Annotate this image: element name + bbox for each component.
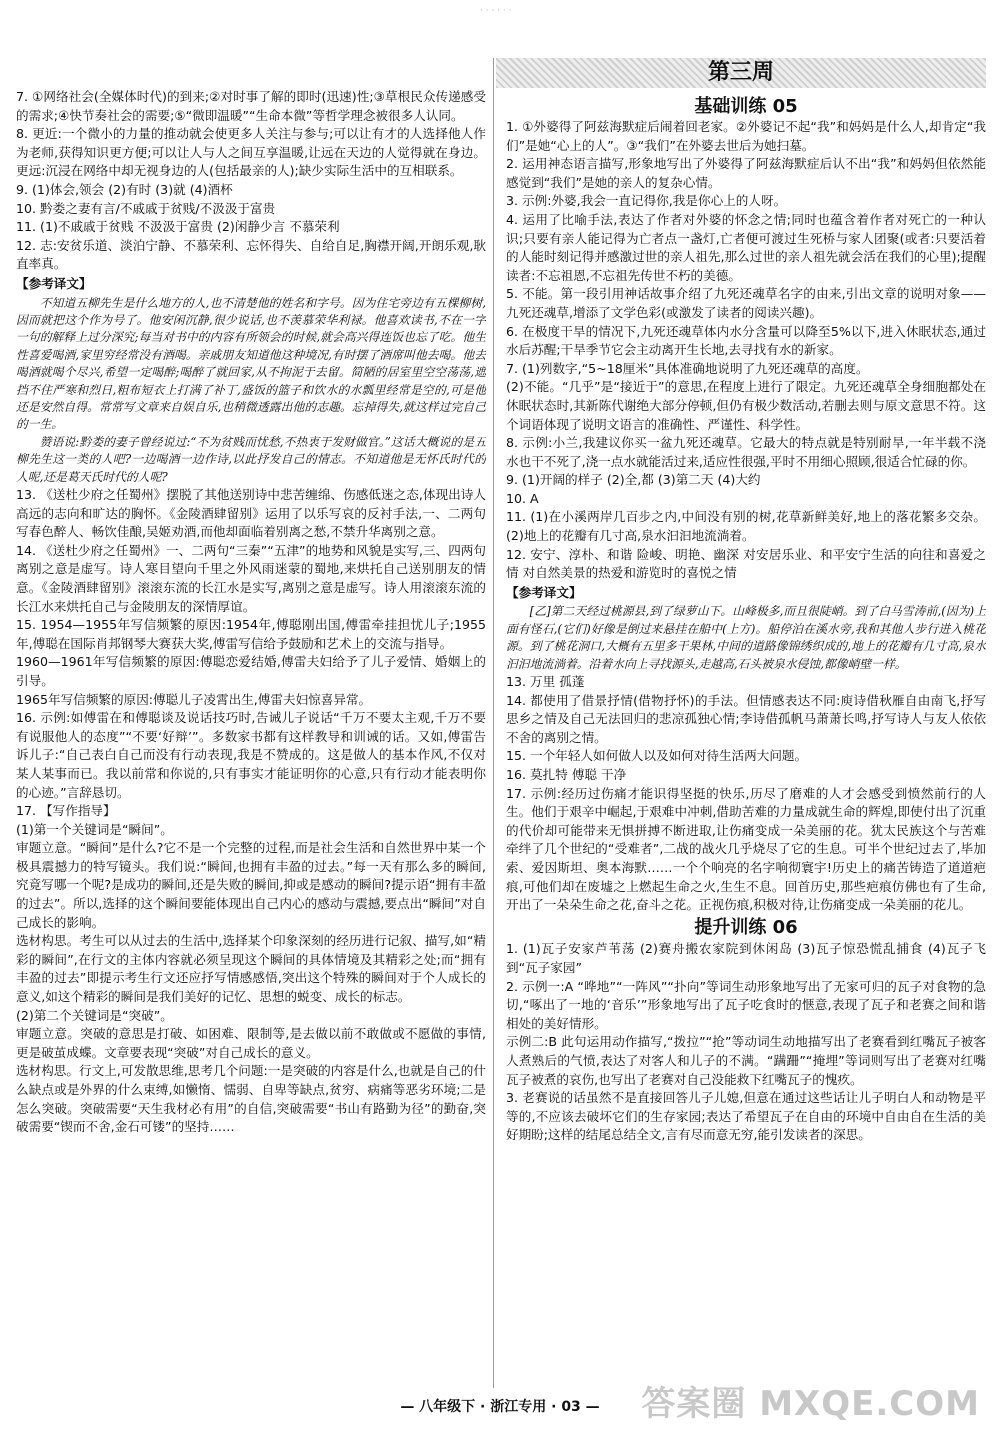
answer-item: 审题立意。“瞬间”是什么?它不是一个完整的过程,而是社会生活和自然世界中某一个极具震撼力的特写镜头。我们说:“瞬间,也拥有丰盈的过去。”每一天有那么多的瞬间,究竟写哪一个呢?是成功的瞬间,还是失败的瞬间,抑或是感动的瞬间?提示语“拥有丰盈的过去”。所以,选择的这个瞬间要能体现出自己内心的感动与震撼,要点出“瞬间”对自己成长的影响。 [16,840,486,930]
reference-translation-tag: 【参考译文】 [506,584,582,600]
column-divider [493,58,494,1388]
answer-item: 15. 一个年轻人如何做人以及如何对待生活两大问题。 [506,748,808,764]
week-title: 第三周 [707,60,774,85]
answer-item: 17. 【写作指导】 [16,803,116,819]
translation-paragraph: 不知道五柳先生是什么地方的人,也不清楚他的姓名和字号。因为住宅旁边有五棵柳树,因而就把这个作为号了。他安闲沉静,很少说话,也不羡慕荣华利禄。他喜欢读书,不在一字一句的解释上过分深究;每当对书中的内容有所领会的时候,就会高兴得连饭也忘了吃。他生性喜爱喝酒,家里穷经常没有酒喝。亲戚朋友知道他这种境况,有时摆了酒席叫他去喝。他去喝酒就喝个尽兴,希望一定喝醉;喝醉了就回家,从不拘泥于去留。简陋的居室里空空荡荡,遮挡不住严寒和烈日,粗布短衣上打满了补丁,盛饭的篮子和饮水的水瓢里经常是空的,可是他还是安然自得。常常写文章来自娱自乐,也稍微透露出他的志趣。忘掉得失,就这样过完自己的一生。 [16,295,486,432]
translation-paragraph: 赞语说:黔娄的妻子曾经说过:“不为贫贱而忧愁,不热衷于发财做官。”这话大概说的是五柳先生这一类的人吧?一边喝酒一边作诗,以此抒发自己的情志。不知道他是无怀氏时代的人呢,还是葛天氏时代的人呢? [16,434,486,484]
answer-item: 1960—1961年写信频繁的原因:傅聪恋爱结婚,傅雷夫妇给予了儿子爱情、婚姻上的引导。 [16,654,486,688]
reference-translation-tag: 【参考译文】 [16,275,92,291]
answer-item: 10. 黔娄之妻有言/不戚戚于贫贱/不汲汲于富贵 [16,200,276,216]
answer-item: 12. 志:安贫乐道、淡泊宁静、不慕荣利、忘怀得失、自给自足,胸襟开阔,开朗乐观,耿直率真。 [16,237,486,272]
left-column [16,88,486,1388]
answer-item: 选材构思。考生可以从过去的生活中,选择某个印象深刻的经历进行记叙、描写,如“精彩的瞬间”,在行文的主体内容就必须呈现这个瞬间的具体情境及其精彩之处;而“拥有丰盈的过去”即提示考生行文还应抒写情感感悟,突出这个特殊的瞬间对于个人成长的意义,如这个精彩的瞬间是我们美好的记忆、思想的蜕变、成长的标志。 [16,933,486,1005]
answer-item: 2. 示例一:A “哗地”“一阵风”“扑向”等词生动形象地写出了无家可归的瓦子对食物的急切,“啄出了一地的‘音乐’”形象地写出了瓦子吃食时的惬意,表现了瓦子和老赛之间和谐相处的美好情形。 [506,978,986,1031]
answer-item: 6. 在极度干旱的情况下,九死还魂草体内水分含量可以降至5%以下,进入休眠状态,通过水后苏醒;干旱季节它会主动离开生长地,去寻找有水的新家。 [506,323,986,358]
answer-item: 8. 示例:小兰,我建议你买一盆九死还魂草。它最大的特点就是特别耐旱,一年半载不浇水也干不死了,浇一点水就能活过来,适应性很强,平时不用细心照顾,很适合忙碌的你。 [506,435,986,469]
answer-item: 审题立意。突破的意思是打破、如困难、限制等,是去做以前不敢做或不愿做的事情,更是破茧成蝶。文章要表现“突破”对自己成长的意义。 [16,1026,486,1060]
answer-item: 示例二:B 此句运用动作描写,“拨拉”“抢”等动词生动地描写出了老赛看到红嘴瓦子被客人煮熟后的气愤,表达了对客人和儿子的不满。“蹒跚”“掩埋”等词则写出了老赛对红嘴瓦子被煮的哀伤,也写出了老赛对自己没能救下红嘴瓦子的愧疚。 [506,1034,986,1087]
right-column [506,118,986,1393]
section-heading-basic: 基础训练 05 [694,96,798,117]
section-heading: 提升训练 06 [694,916,798,938]
answer-item: 7. ①网络社会(全媒体时代)的到来;②对时事了解的即时(迅速)性;③草根民众传递感受的需求;④快节奏社会的需要;⑤“微即温暖”“生命本微”等哲学理念被很多人认同。 [16,89,486,123]
top-dots: · · · · · · [480,6,512,16]
answer-item: 7. (1)列数字,“5~18厘米”具体准确地说明了九死还魂草的高度。 [506,360,869,376]
answer-item: 14. 《送杜少府之任蜀州》一、二两句“三秦”“五津”的地势和风貌是实写,三、四两句离别之意是虚写。诗人寒目望向千里之外风雨迷蒙的蜀地,来烘托自己送别朋友的情意。《金陵酒肆留别》滚滚东流的长江水是实写,离别之意是虚写。诗人用滚滚东流的长江水来烘托自己与金陵朋友的深情厚谊。 [16,542,486,614]
answer-item: 11. (1)在小溪两岸几百步之内,中间没有别的树,花草新鲜美好,地上的落花繁多交杂。 (2)地上的花瓣有几寸高,泉水汩汩地流淌着。 [506,509,986,544]
watermark-logo: 答案圈 MXQE.COM [641,1384,980,1424]
answer-item: 10. A [506,490,539,506]
answer-item: 选材构思。行文上,可发散思维,思考几个问题:一是突破的内容是什么,也就是自己的什么缺点或是外界的什么束缚,如懒惰、懦弱、自卑等缺点,贫穷、病痛等恶劣环境;二是怎么突破。突破需要“天生我材必有用”的自信,突破需要“书山有路勤为径”的勤奋,突破需要“锲而不舍,金石可镂”的坚持…… [16,1063,486,1135]
answer-item: 13. 《送杜少府之任蜀州》摆脱了其他送别诗中悲苦缠绵、伤感低迷之态,体现出诗人高远的志向和旷达的胸怀。《金陵酒肆留别》运用了以乐写哀的反衬手法,一、二两句写春色醉人、畅饮佳酿,吴姬劝酒,而他却面临着别离之愁,不禁升华离别之意。 [16,487,486,540]
answer-item: 16. 示例:如傅雷在和傅聪谈及说话技巧时,告诫儿子说话“千万不要太主观,千万不要有说服他人的态度”“不要‘好辩’”。多数家书都有这样教导和训诫的话。又如,傅雷告诉儿子:“自己表白自己而没有行动表现,我是不赞成的。这是做人的基本作风,不仅对某人某事而已。我以前常和你说的,只有事实才能证明你的心意,只有行动才能表明你的心迹。”言辞恳切。 [16,710,486,800]
answer-item: 16. 莫扎特 傅聪 干净 [506,767,627,783]
translation-paragraph: [乙]第二天经过桃源县,到了绿萝山下。山峰极多,而且很陡峭。到了白马雪涛前,(因为)上面有怪石,(它们)好像是倒过来悬挂在船中(上方)。船停泊在溪水旁,我和其他人步行进入桃花源。到了桃花洞口,大概有五里多干果林,中间的道路像锦绣织成的,地上的花瓣有几寸高,泉水汩汩地流淌着。沿着水向上寻找源头,走越高,石头被泉水侵蚀,都像峭壁一样。 [506,604,986,671]
answer-item: 4. 运用了比喻手法,表达了作者对外婆的怀念之情;同时也蕴含着作者对死亡的一种认识;只要有亲人能记得为亡者点一盏灯,亡者便可渡过生死桥与家人团聚(或者:只要活着的人能时刻记得并感激过世的亲人祖先,那么过世的亲人祖先就会活在我们的心里);提醒读者:不忘祖恩,不忘祖先传世不朽的美德。 [506,211,986,283]
answer-item: 11. (1)不戚戚于贫贱 不汲汲于富贵 (2)闲静少言 不慕荣利 [16,219,340,235]
answer-item: 3. 示例:外婆,我会一直记得你,我是你心上的人呀。 [506,193,787,209]
answer-item: 3. 老赛说的话虽然不是直接回答儿子儿媳,但意在通过这些话让儿子明白人和动物是平等的,不应该去破坏它们的生存家园;表达了希望瓦子在自由的环境中自由自在生活的美好期盼;这样的结尾总结全文,言有尽而意无穷,能引发读者的深思。 [506,1090,986,1143]
answer-item: (1)第一个关键词是“瞬间”。 [16,821,173,837]
answer-item: 12. 安宁、淳朴、和谐 险峻、明艳、幽深 对安居乐业、和平安宁生活的向往和喜爱之情 对自然美景的热爱和游览时的喜悦之情 [506,546,986,581]
answer-item: 9. (1)体会,领会 (2)有时 (3)就 (4)酒杯 [16,181,233,197]
answer-item: 1. (1)瓦子安家芦苇荡 (2)赛舟搬农家院到休闲岛 (3)瓦子惊恐慌乱捕食 (4)瓦子飞到“瓦子家园” [506,941,986,975]
answer-item: 14. 都使用了借景抒情(借物抒怀)的手法。但情感表达不同:庾诗借秋雁自由南飞,抒写思乡之情及自己无法回归的悲凉孤独心情;李诗借孤帆马萧萧长鸣,抒写诗人与友人依依不舍的离别之情。 [506,692,986,745]
answer-item: (2)第二个关键词是“突破”。 [16,1007,173,1023]
answer-item: 17. 示例:经历过伤痛才能识得坚挺的快乐,历尽了磨难的人才会感受到愤然前行的人生。他们于艰辛中崛起,于艰难中冲刺,借助苦难的力量成就生命的辉煌,即使付出了沉重的代价却可能带来无惧拼搏不断进取,让伤痛变成一朵美丽的花。犹太民族这个与苦难牵绊了几个世纪的“受难者”,二战的战火几乎烧尽了它的生息。可半个世纪过去了,毕加索、爱因斯坦、奥本海默……一个个响亮的名字响彻寰宇!历史上的痛苦铸造了道道疤痕,可他们却在废墟之上燃起生命之火,生生不息。回首历史,那些疤痕仿佛也有了生命,开出了一朵朵生命之花,奋斗之花。正视伤痕,积极对待,让伤痛变成一朵美丽的花儿。 [506,785,986,913]
week-banner [496,58,986,88]
answer-item: 1. ①外婆得了阿兹海默症后闹着回老家。②外婆记不起“我”和妈妈是什么人,却肯定“我们”是她“心上的人”。③“我们”在外婆去世后为她扫墓。 [506,119,986,153]
answer-item: 15. 1954—1955年写信频繁的原因:1954年,傅聪刚出国,傅雷牵挂担忧儿子;1955年,傅聪在国际肖邦钢琴大赛获大奖,傅雷写信给予鼓励和艺术上的交流与指导。 [16,617,486,651]
answer-item: 5. 不能。第一段引用神话故事介绍了九死还魂草名字的由来,引出文章的说明对象——九死还魂草,增添了文学色彩(或激发了读者的阅读兴趣)。 [506,286,986,320]
answer-item: (2)不能。“几乎”是“接近于”的意思,在程度上进行了限定。九死还魂草全身细胞都处在休眠状态时,其新陈代谢绝大部分停顿,但仍有极少数活动,若删去则与原文意思不符。这个词语体现了说明文语言的准确性、严谨性、科学性。 [506,379,986,432]
answer-item: 8. 更近:一个微小的力量的推动就会使更多人关注与参与;可以让有才的人选择他人作为老师,获得知识更方便;可以让人与人之间互享温暖,让远在天边的人觉得就在身边。更远:沉浸在网络中却无视身边的人(包括最亲的人);缺少实际生活中的互相联系。 [16,126,486,179]
page-footer: — 八年级下 · 浙江专用 · 03 — [400,1399,600,1415]
answer-item: 9. (1)开阔的样子 (2)全,都 (3)第二天 (4)大约 [506,472,761,488]
answer-item: 2. 运用神态语言描写,形象地写出了外婆得了阿兹海默症后认不出“我”和妈妈但依然能感觉到“我们”是她的亲人的复杂心情。 [506,156,986,190]
answer-item: 1965年写信频繁的原因:傅聪儿子凌霄出生,傅雷夫妇惊喜异常。 [16,691,372,707]
answer-item: 13. 万里 孤蓬 [506,674,585,690]
